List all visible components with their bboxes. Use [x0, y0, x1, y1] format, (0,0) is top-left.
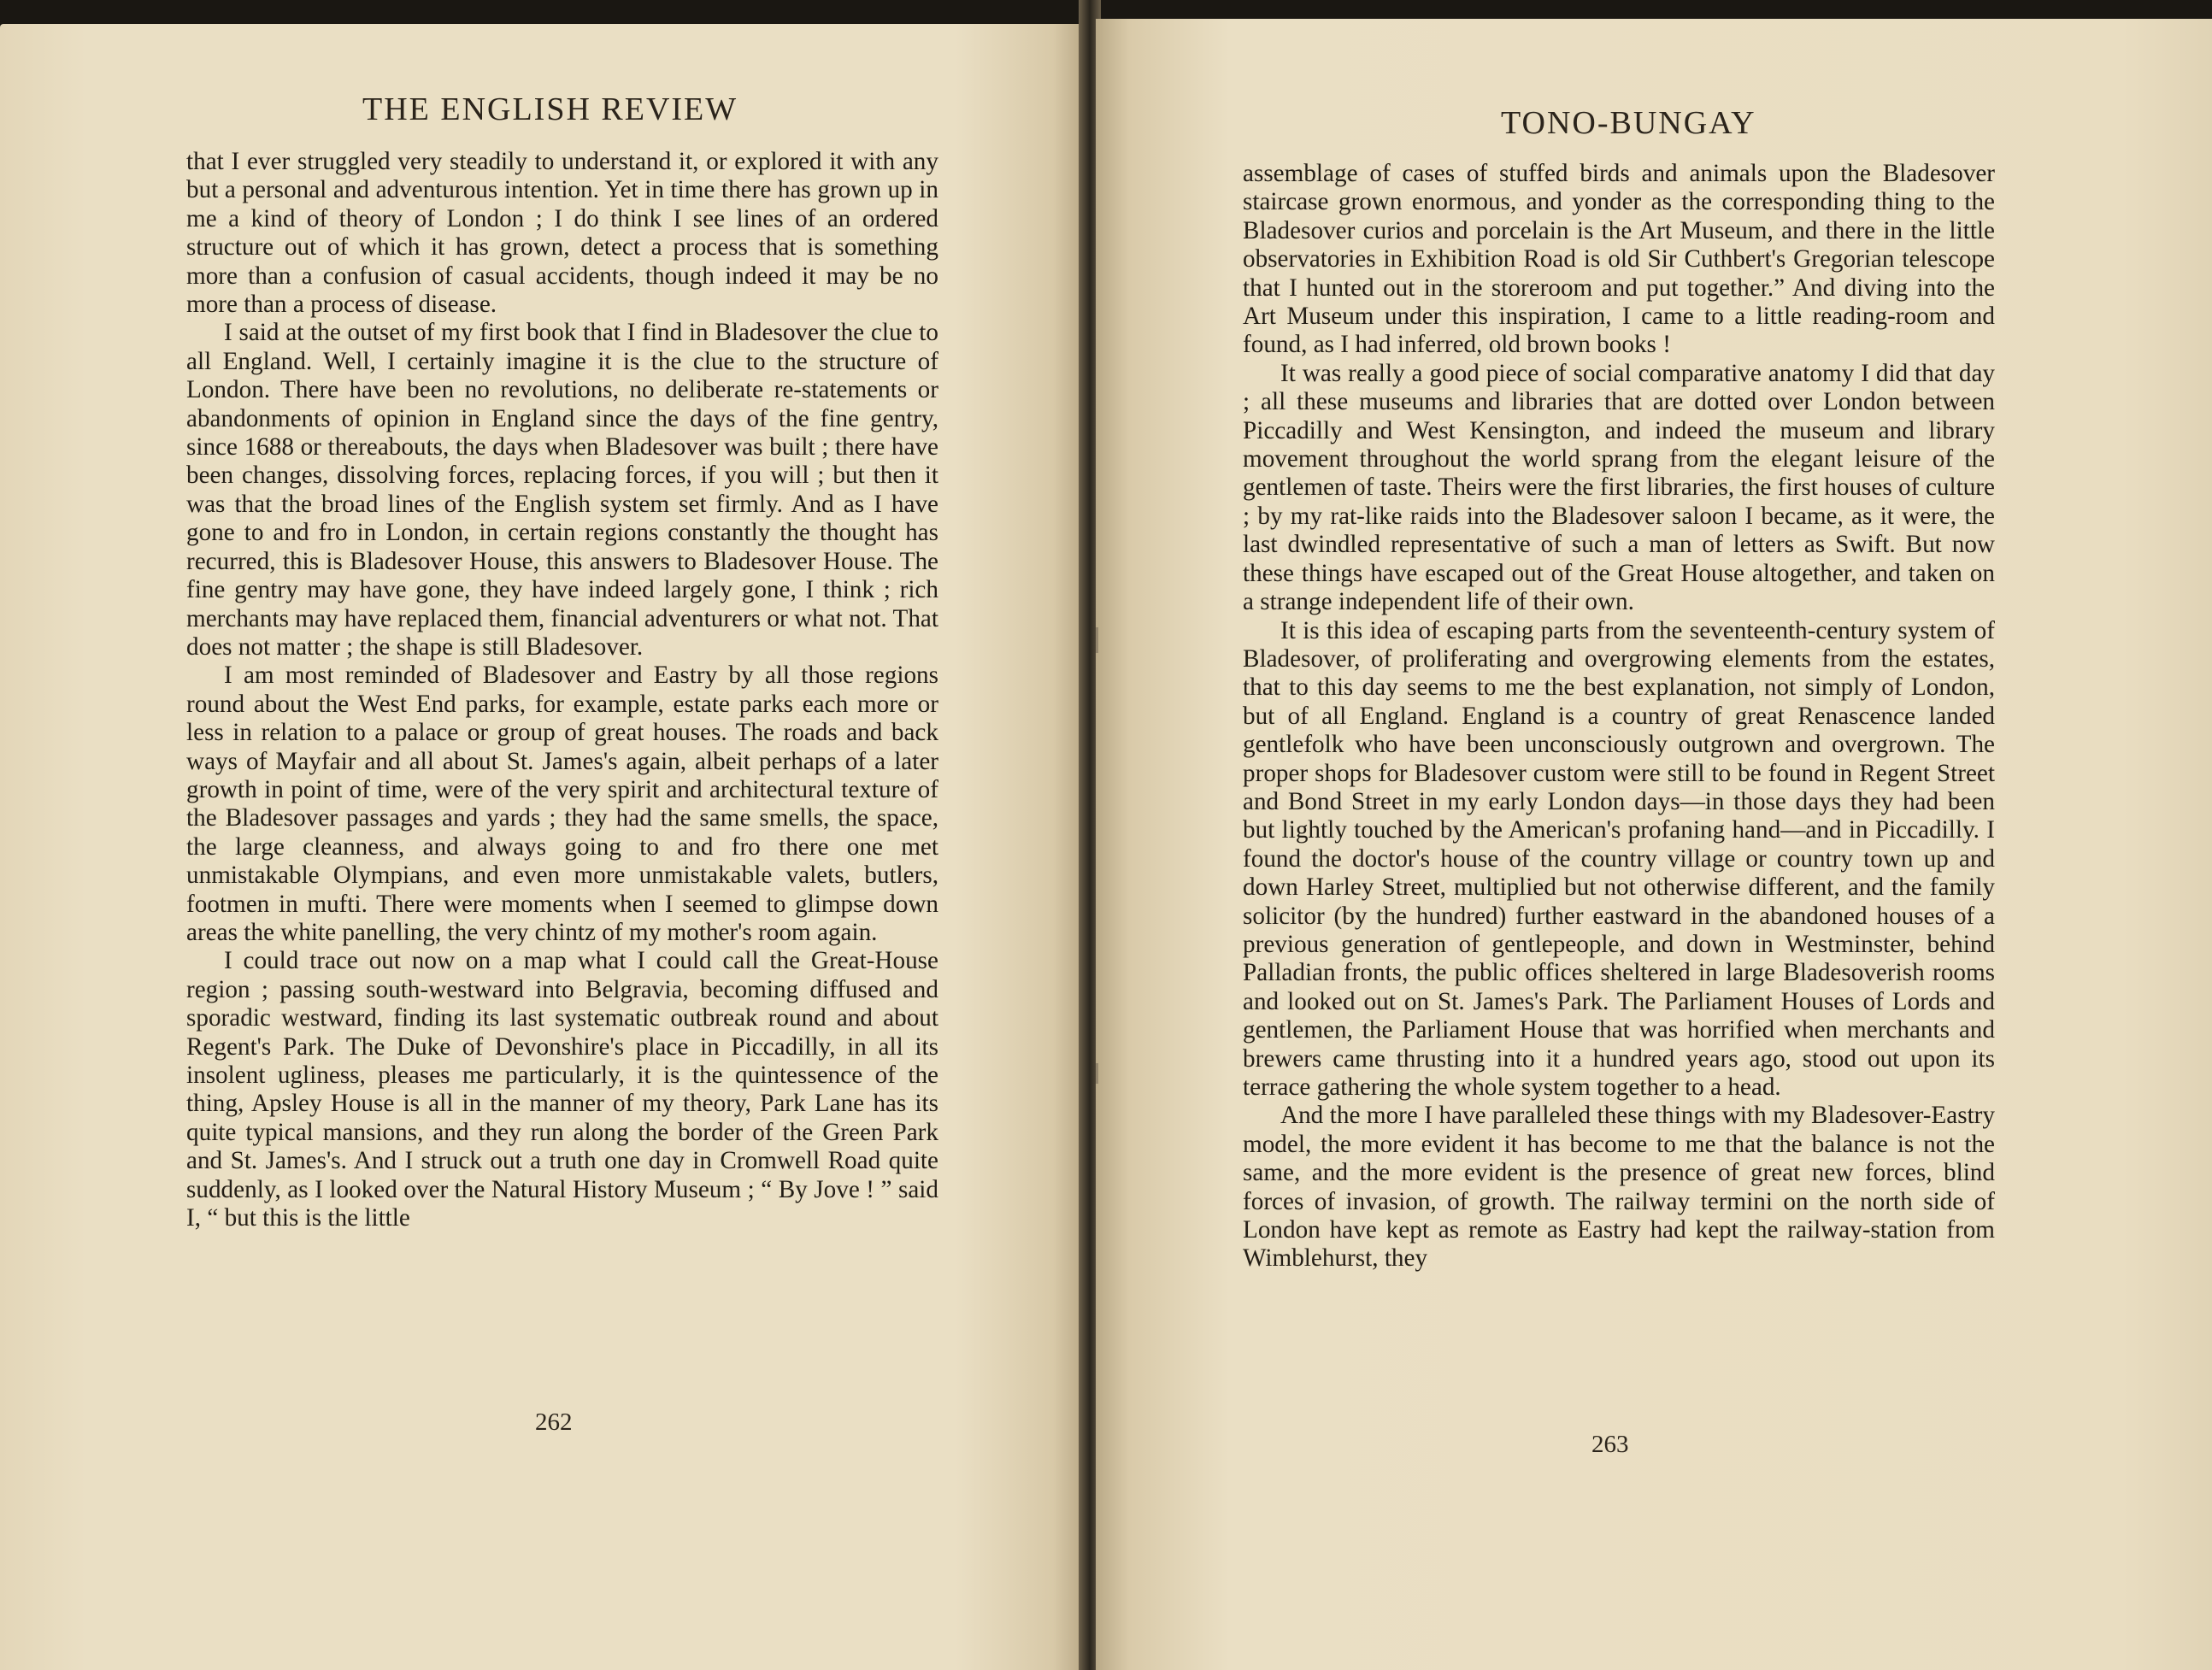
paragraph: It is this idea of escaping parts from the seventeenth-century system of Bladesover, of proliferating and overgrowing elements from the estates, that to this day seems to me the best explanation, not simply of London, but of all England. England is a country of great Renascence landed gentlefolk who have been unconsciously outgrown and overgrown. The proper shops for Bladesover custom were still to be found in Regent Street and Bond Street in my early London days—in those days they had been but lightly touched by the American's profaning hand—and in Piccadilly. I found the doctor's house of the country village or country town up and down Harley Street, multiplied but not otherwise different, and the family solicitor (by the hundred) further eastward in the abandoned houses of a previous generation of gentlepeople, and down in Westminster, behind Palladian fronts, the public offices sheltered in large Bladesoverish rooms and looked out on St. James's Park. The Parliament Houses of Lords and gentlemen, the Parliament House that was horrified when merchants and brewers came thrusting into it a hundred years ago, stood out upon its terrace gathering the whole system together to a head.	[1243, 616, 1995, 1101]
running-head-left: THE ENGLISH REVIEW	[362, 91, 738, 127]
paragraph: I am most reminded of Bladesover and Eastry by all those regions round about the West End parks, for example, estate parks each more or less in relation to a palace or group of great houses. The roads and back ways of Mayfair and all about St. James's again, albeit perhaps of a later growth in point of time, were of the very spirit and architectural texture of the Bladesover passages and yards ; they had the same smells, the space, the large cleanness, and always going to and fro there one met unmistakable Olympians, and even more unmistakable valets, butlers, footmen in mufti. There were moments when I seemed to glimpse down areas the white panelling, the very chintz of my mother's room again.	[186, 662, 938, 946]
paragraph: And the more I have paralleled these things with my Bladesover-Eastry model, the more evident it has become to me that the balance is not the same, and the more evident is the presence of great new forces, blind forces of invasion, of growth. The railway termini on the north side of London have kept as remote as Eastry had kept the railway-station from Wimblehurst, they	[1243, 1102, 1995, 1273]
edge-mark	[1096, 1063, 1098, 1084]
page-number-right: 263	[1591, 1431, 1629, 1458]
left-page	[0, 24, 1085, 1670]
running-head-right: TONO-BUNGAY	[1501, 105, 1756, 141]
right-text-block	[1243, 160, 1995, 1273]
left-text-block	[186, 148, 938, 1232]
paragraph: It was really a good piece of social comparative anatomy I did that day ; all these museums and libraries that are dotted over London between Piccadilly and West Kensington, and indeed the museum and library movement throughout the world sprang from the elegant leisure of the gentlemen of taste. Theirs were the first libraries, the first houses of culture ; by my rat-like raids into the Bladesover saloon I became, as it were, the last dwindled representative of such a man of letters as Swift. But now these things have escaped out of the Great House altogether, and taken on a strange independent life of their own.	[1243, 359, 1995, 616]
paragraph: I said at the outset of my first book that I find in Bladesover the clue to all England. Well, I certainly imagine it is the clue to the structure of London. There have been no revolutions, no deliberate re-statements or abandonments of opinion in England since the days of the fine gentry, since 1688 or thereabouts, the days when Bladesover was built ; there have been changes, dissolving forces, replacing forces, if you will ; but then it was that the broad lines of the English system set firmly. And as I have gone to and fro in London, in certain regions constantly the thought has recurred, this is Bladesover House, this answers to Bladesover House. The fine gentry may have gone, they have indeed largely gone, I think ; rich merchants may have replaced them, financial adventurers or what not. That does not matter ; the shape is still Bladesover.	[186, 319, 938, 661]
paragraph: I could trace out now on a map what I could call the Great-House region ; passing south-westward into Belgravia, becoming diffused and sporadic westward, finding its last systematic outbreak round and about Regent's Park. The Duke of Devonshire's place in Piccadilly, in all its insolent ugliness, pleases me particularly, it is the quintessence of the thing, Apsley House is all in the manner of my theory, Park Lane has its quite typical mansions, and they run along the border of the Green Park and St. James's. And I struck out a truth one day in Cromwell Road quite suddenly, as I looked over the Natural History Museum ; “ By Jove ! ” said I, “ but this is the little	[186, 947, 938, 1232]
paragraph: assemblage of cases of stuffed birds and animals upon the Bladesover staircase grown enormous, and yonder as the corresponding thing to the Bladesover curios and porcelain is the Art Museum, and there in the little observatories in Exhibition Road is old Sir Cuthbert's Gregorian telescope that I hunted out in the storeroom and put together.” And diving into the Art Museum under this inspiration, I came to a little reading-room and found, as I had inferred, old brown books !	[1243, 160, 1995, 359]
edge-mark	[1096, 627, 1098, 653]
page-number-left: 262	[535, 1408, 573, 1436]
right-page	[1096, 19, 2212, 1670]
paragraph: that I ever struggled very steadily to understand it, or explored it with any but a personal and adventurous intention. Yet in time there has grown up in me a kind of theory of London ; I do think I see lines of an ordered structure out of which it has grown, detect a process that is something more than a confusion of casual accidents, though indeed it may be no more than a process of disease.	[186, 148, 938, 319]
